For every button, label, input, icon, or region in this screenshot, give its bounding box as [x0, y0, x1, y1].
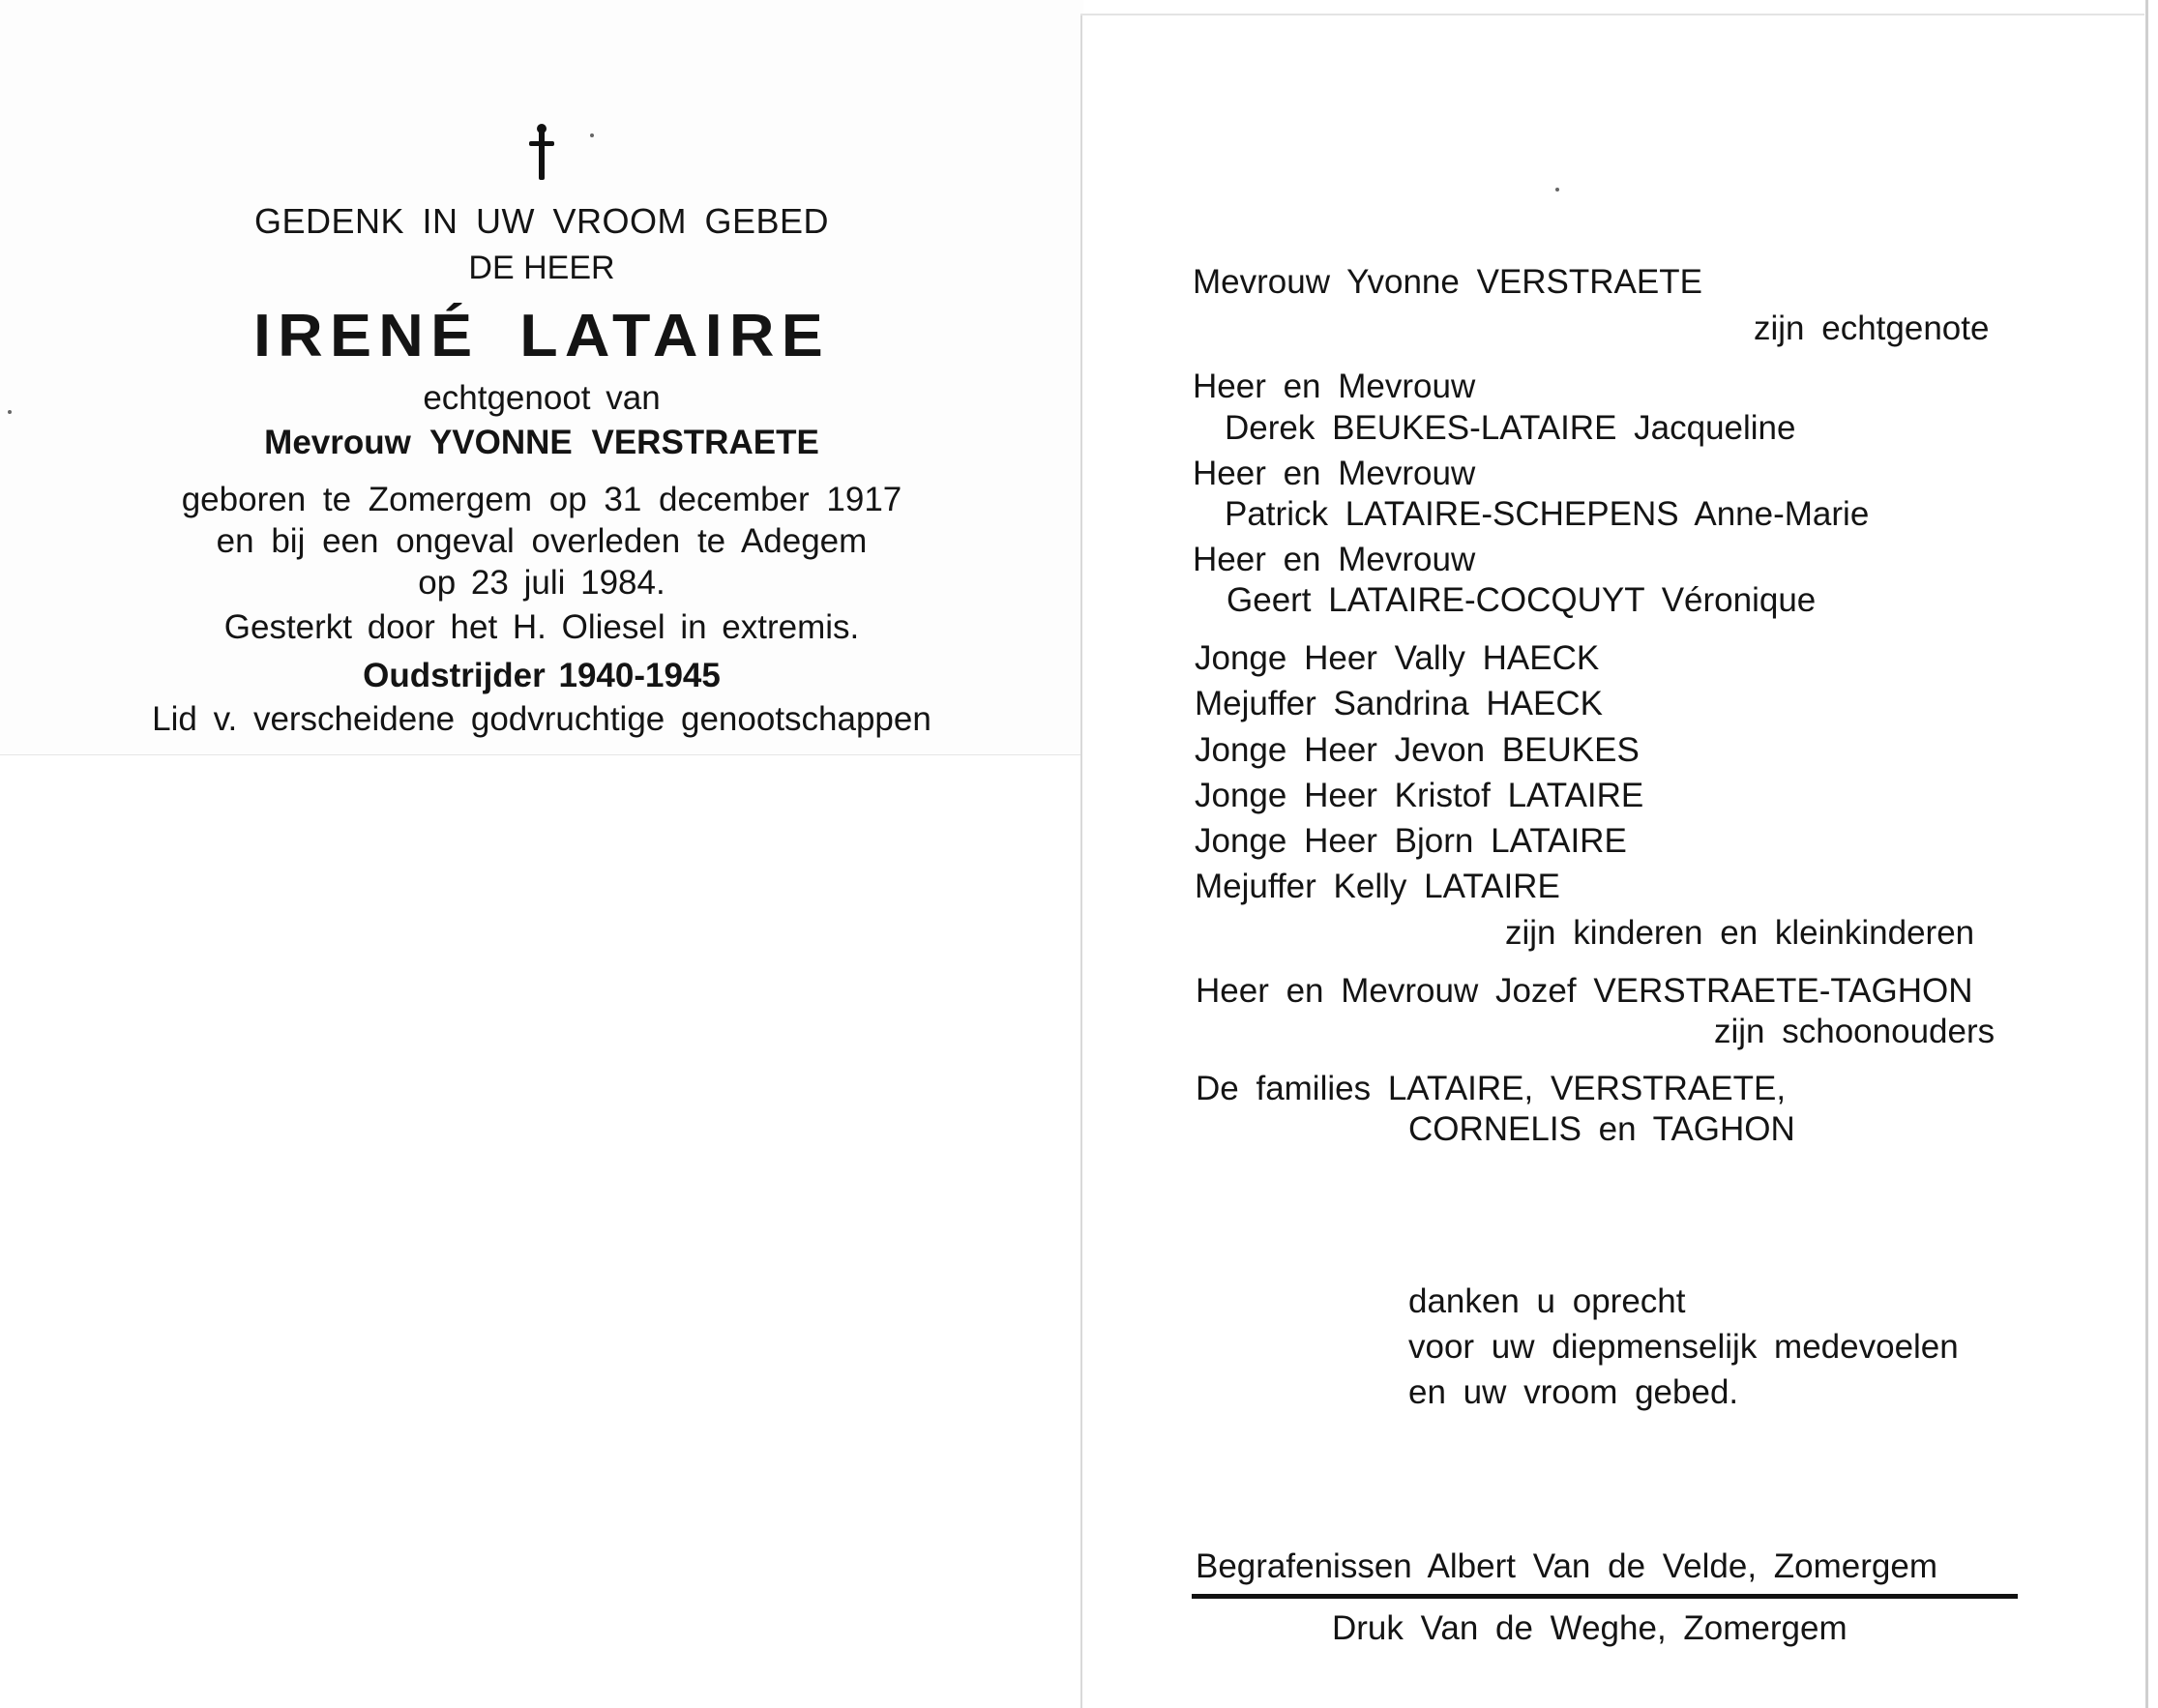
child3-names: Geert LATAIRE-COCQUYT Véronique: [1227, 581, 1817, 619]
parents-in-law-role: zijn schoonouders: [1714, 1013, 1995, 1050]
header-line: GEDENK IN UW VROOM GEBED: [253, 201, 830, 241]
veteran-line: Oudstrijder 1940-1945: [363, 657, 721, 694]
printer-line: Druk Van de Weghe, Zomergem: [1332, 1609, 1848, 1647]
title-line: DE HEER: [468, 250, 615, 286]
grandchild-item: Mejuffer Sandrina HAECK: [1195, 685, 1603, 722]
deceased-name: IRENÉ LATAIRE: [252, 303, 831, 369]
grandchild-item: Jonge Heer Vally HAECK: [1195, 639, 1600, 677]
panel-right-edge: [2145, 0, 2148, 1708]
panel-top-edge: [1080, 14, 2144, 15]
memorial-card-front: [0, 0, 1083, 755]
cross-icon: [527, 124, 556, 180]
child2-title: Heer en Mevrouw: [1193, 455, 1476, 492]
thanks-line-3: en uw vroom gebed.: [1408, 1373, 1739, 1411]
speck: [8, 410, 12, 414]
speck: [590, 133, 594, 137]
children-role: zijn kinderen en kleinkinderen: [1505, 914, 1975, 952]
relation-line: echtgenoot van: [423, 379, 661, 417]
child1-names: Derek BEUKES-LATAIRE Jacqueline: [1225, 409, 1796, 447]
child2-names: Patrick LATAIRE-SCHEPENS Anne-Marie: [1225, 495, 1870, 533]
membership-line: Lid v. verscheidene godvruchtige genootschappen: [152, 700, 931, 738]
child3-title: Heer en Mevrouw: [1193, 541, 1476, 578]
spouse-line: Mevrouw YVONNE VERSTRAETE: [264, 424, 819, 461]
child1-title: Heer en Mevrouw: [1193, 368, 1476, 405]
death-line-1: en bij een ongeval overleden te Adegem: [216, 522, 868, 560]
grandchild-item: Mejuffer Kelly LATAIRE: [1195, 868, 1560, 905]
grandchild-item: Jonge Heer Jevon BEUKES: [1195, 731, 1640, 769]
widow-role: zijn echtgenote: [1754, 309, 1990, 347]
footer-divider: [1192, 1594, 2018, 1599]
parents-in-law-line: Heer en Mevrouw Jozef VERSTRAETE-TAGHON: [1196, 972, 1973, 1010]
families-line-2: CORNELIS en TAGHON: [1408, 1110, 1795, 1148]
families-line-1: De families LATAIRE, VERSTRAETE,: [1196, 1070, 1787, 1107]
undertaker-line: Begrafenissen Albert Van de Velde, Zomergem: [1196, 1547, 1938, 1585]
thanks-line-1: danken u oprecht: [1408, 1282, 1686, 1320]
birth-line: geboren te Zomergem op 31 december 1917: [181, 481, 902, 518]
grandchild-item: Jonge Heer Bjorn LATAIRE: [1195, 822, 1627, 860]
widow-line: Mevrouw Yvonne VERSTRAETE: [1193, 263, 1702, 301]
death-line-2: op 23 juli 1984.: [418, 564, 665, 602]
speck: [1555, 188, 1559, 191]
grandchild-item: Jonge Heer Kristof LATAIRE: [1195, 777, 1644, 814]
sacrament-line: Gesterkt door het H. Oliesel in extremis.: [223, 608, 860, 646]
thanks-line-2: voor uw diepmenselijk medevoelen: [1408, 1328, 1959, 1366]
